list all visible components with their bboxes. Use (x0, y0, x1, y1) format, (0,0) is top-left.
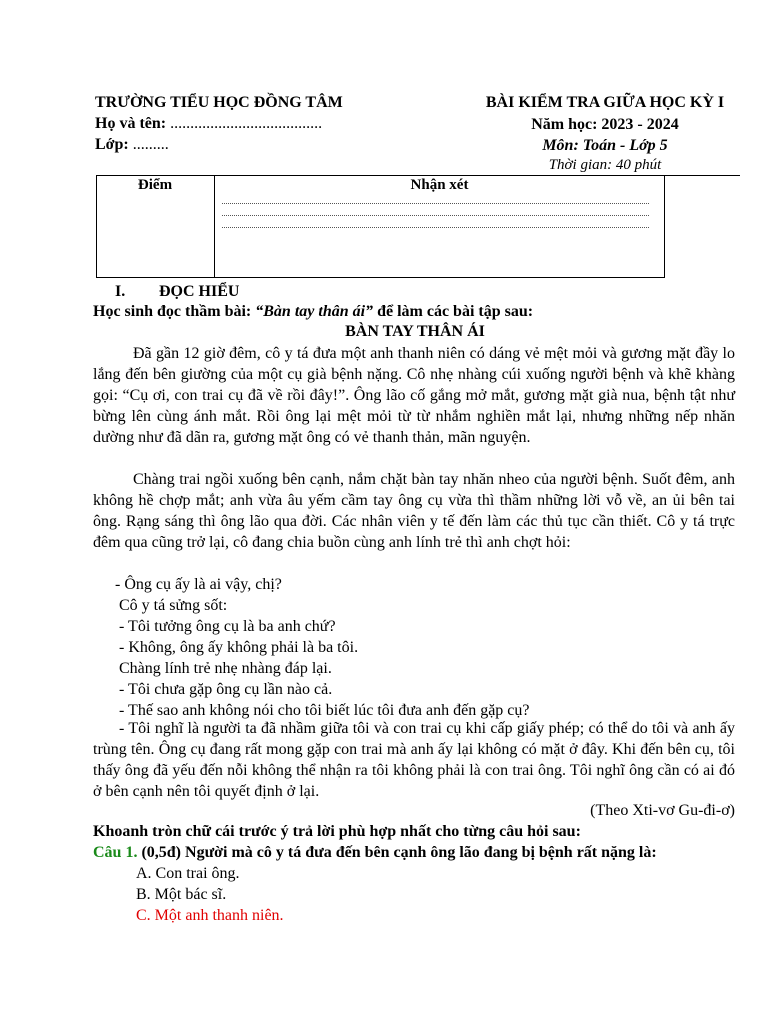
question-1-option-c[interactable]: C. Một anh thanh niên. (136, 907, 284, 924)
reading-instruction (93, 303, 533, 321)
question-1-number: Câu 1. (93, 844, 138, 861)
dialogue-line: - Thế sao anh không nói cho tôi biết lúc tôi đưa anh đến gặp cụ? (119, 702, 530, 719)
subject: Môn: Toán - Lớp 5 (542, 137, 668, 154)
story-source: (Theo Xti-vơ Gu-đi-ơ) (590, 802, 735, 819)
comment-dotted-line (222, 215, 649, 216)
section-number: I. (115, 283, 126, 300)
student-name-line (95, 115, 322, 133)
class-line (95, 136, 169, 154)
dialogue-line: - Không, ông ấy không phải là ba tôi. (119, 639, 359, 656)
instruction-story-title: “Bàn tay thân ái” (255, 303, 374, 320)
school-name: TRƯỜNG TIỂU HỌC ĐỒNG TÂM (95, 94, 343, 111)
school-year: Năm học: 2023 - 2024 (531, 116, 679, 133)
class-label: Lớp: (95, 136, 129, 153)
dialogue-line: - Tôi chưa gặp ông cụ lần nào cả. (119, 681, 333, 698)
question-1 (93, 844, 657, 862)
dialogue-line: Cô y tá sửng sốt: (119, 597, 228, 614)
section-title: ĐỌC HIỂU (159, 283, 240, 300)
question-1-option-b[interactable]: B. Một bác sĩ. (136, 886, 227, 903)
student-name-blank: ...................................... (166, 115, 323, 132)
exam-time: Thời gian: 40 phút (548, 157, 662, 173)
instruction-prefix: Học sinh đọc thầm bài: (93, 303, 256, 320)
story-paragraph-3: - Tôi nghĩ là người ta đã nhầm giữa tôi và con trai cụ khi cấp giấy phép; có thể do tôi và anh ấy trùng tên. Ông cụ đang rất mong gặp con trai mà anh ấy lại không có mặt ở đây. Khi đến bên cụ, tôi thấy ông đã yếu đến nỗi không thể nhận ra tôi không phải là con trai ông. Tôi nghĩ ông cần có ai đó ở bên cạnh nên tôi quyết định ở lại. (93, 720, 735, 800)
story-paragraph-2: Chàng trai ngồi xuống bên cạnh, nắm chặt bàn tay nhăn nheo của người bệnh. Suốt đêm, anh không hề chợp mắt; anh vừa âu yếm cầm tay ông cụ vừa thì thầm những lời vỗ về, an ủi bên tai ông. Rạng sáng thì ông lão qua đời. Các nhân viên y tế đến làm các thủ tục cần thiết. Cô y tá trực đêm qua cũng trở lại, cô đang chia buồn cùng anh lính trẻ thì anh chợt hỏi: (93, 471, 735, 551)
instruction-suffix: để làm các bài tập sau: (373, 303, 534, 320)
dialogue-line: Chàng lính trẻ nhẹ nhàng đáp lại. (119, 660, 332, 677)
comment-dotted-line (222, 203, 649, 204)
dialogue-line: - Tôi tưởng ông cụ là ba anh chứ? (119, 618, 336, 635)
score-label: Điểm (137, 177, 173, 193)
story-paragraph-1: Đã gần 12 giờ đêm, cô y tá đưa một anh thanh niên có dáng vẻ mệt mỏi và gương mặt đầy lo lắng đến bên giường của một cụ già bệnh nặng. Cô nhẹ nhàng cúi xuống người bệnh và khẽ khàng gọi: “Cụ ơi, con trai cụ đã về rồi đây!”. Ông lão cố gắng mở mắt, gương mặt già nua, bệnh tật như bừng lên cùng ánh mắt. Rồi ông lại mệt mỏi từ từ nhắm nghiền mắt lại, nhưng những nếp nhăn dường như đã dãn ra, gương mặt ông có vẻ thanh thản, mãn nguyện. (93, 345, 735, 446)
question-instruction: Khoanh tròn chữ cái trước ý trả lời phù hợp nhất cho từng câu hỏi sau: (93, 823, 581, 840)
question-1-text: (0,5đ) Người mà cô y tá đưa đến bên cạnh ông lão đang bị bệnh rất nặng là: (137, 844, 657, 861)
dialogue-line: - Ông cụ ấy là ai vậy, chị? (115, 576, 282, 593)
question-1-option-a[interactable]: A. Con trai ông. (136, 865, 240, 882)
exam-title: BÀI KIỂM TRA GIỮA HỌC KỲ I (485, 94, 725, 111)
section-heading (115, 283, 240, 301)
story-title: BÀN TAY THÂN ÁI (345, 323, 485, 340)
comment-label: Nhận xét (410, 177, 469, 193)
class-blank: ......... (128, 136, 169, 153)
student-name-label: Họ và tên: (95, 115, 167, 132)
comment-dotted-line (222, 227, 649, 228)
